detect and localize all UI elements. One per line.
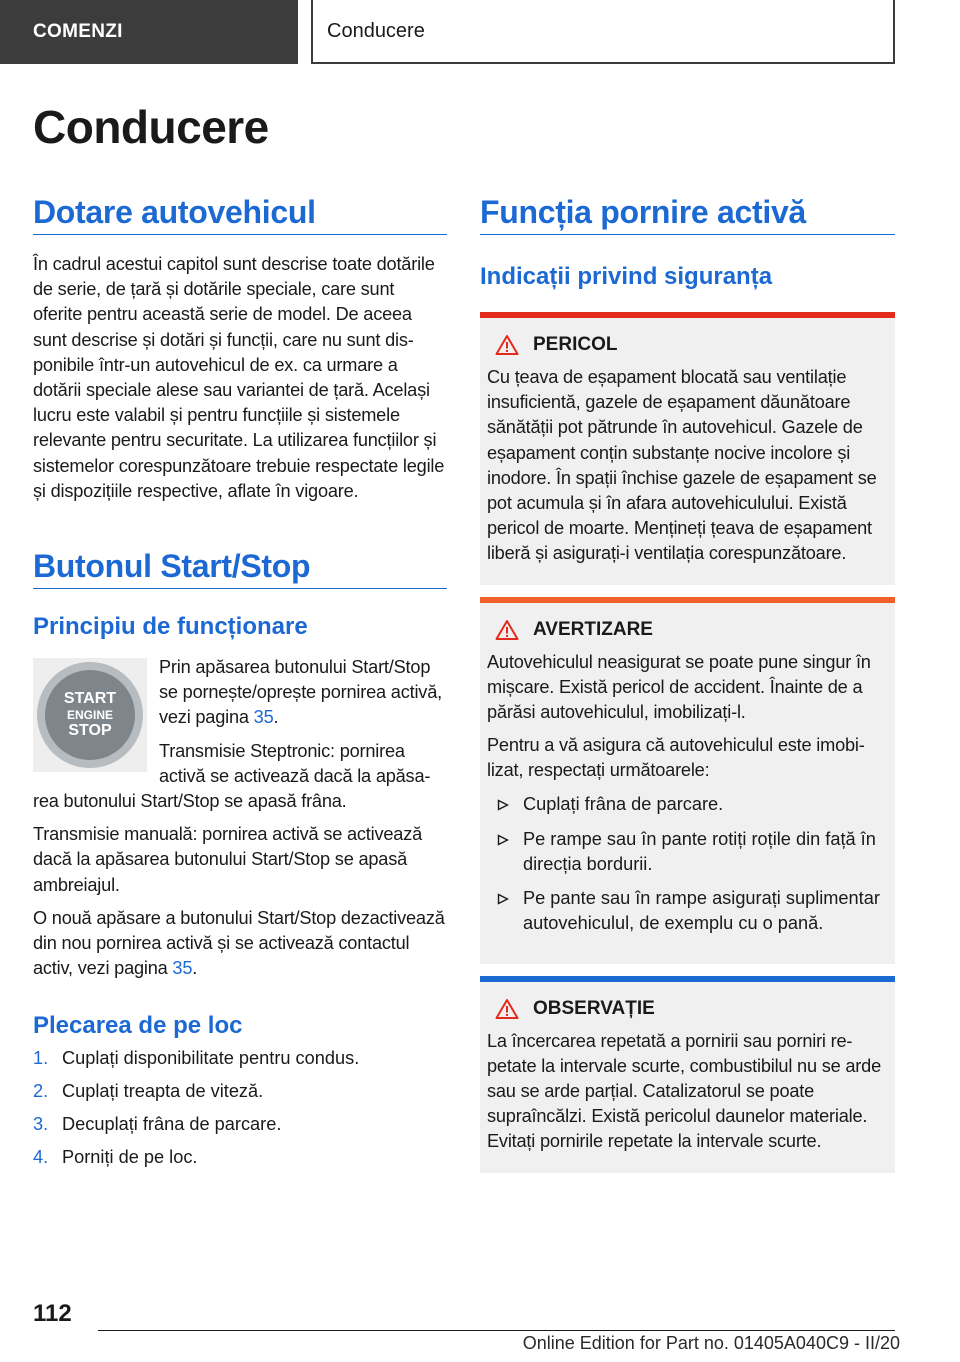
principiu-paragraph-3: Transmisie manuală: pornirea activă se activează dacă la apăsarea butonului Start/Stop se apasă ambreiajul. bbox=[33, 824, 423, 895]
observatie-label: OBSERVAȚIE bbox=[533, 997, 655, 1019]
principiu-paragraph-4 bbox=[33, 906, 447, 982]
bullet-triangle-icon bbox=[487, 827, 523, 877]
button-text-engine: ENGINE bbox=[66, 708, 113, 723]
avertizare-bar bbox=[480, 597, 895, 603]
step-item bbox=[33, 1079, 447, 1104]
principiu-p1-end: . bbox=[273, 707, 279, 728]
page-number: 112 bbox=[33, 1300, 72, 1327]
button-text-stop: STOP bbox=[68, 722, 112, 740]
step-text: Decuplați frâna de parcare. bbox=[62, 1114, 282, 1135]
avertizare-header bbox=[495, 617, 887, 643]
warning-triangle-icon bbox=[495, 619, 519, 641]
section-title-pornire-activa: Funcția pornire activă bbox=[480, 190, 895, 235]
button-face bbox=[45, 670, 135, 760]
page-link-35[interactable]: 35 bbox=[253, 707, 274, 728]
bullet-item bbox=[487, 886, 887, 936]
bullet-item bbox=[487, 827, 887, 877]
step-number: 2. bbox=[33, 1081, 49, 1102]
observatie-text: La încercarea repetată a pornirii sau porniri repetate la intervale scurte, combustibilul nu se arde sau se arde parțial. Catalizatorul se poate supraîncălzi. Există pericolul daunelor materiale. Evitați pornirile repetate la intervale scurte. bbox=[487, 1030, 881, 1152]
pericol-text: Cu țeava de eșapament blocată sau ventilație insuficientă, gazele de eșapament dăunătoare sănătății pot pătrunde în autovehicul. Gazele de eșapament conțin substanțe nocive incolore și inodore. În spații închise gazele de eșapament se pot acumula și în afara autovehiculului. Există pericol de moarte. Mențineți țeava de eșapament liberă și asigurați-i ventilația corespunzătoare. bbox=[487, 367, 877, 564]
warning-triangle-icon bbox=[495, 998, 519, 1020]
principiu-content bbox=[33, 655, 447, 981]
step-number: 3. bbox=[33, 1114, 49, 1135]
subsection-title-plecare: Plecarea de pe loc bbox=[33, 1012, 243, 1040]
observatie-bar bbox=[480, 976, 895, 982]
step-item bbox=[33, 1046, 447, 1071]
pericol-box bbox=[480, 312, 895, 585]
pericol-bar bbox=[480, 312, 895, 318]
dotare-paragraph: În cadrul acestui capitol sunt descrise toate dotările de serie, de țară și dotările speciale, care sunt oferite pentru această serie de model. De aceea sunt descrise și dotări și funcții, care nu sunt disponibile într-un autovehicul de ex. ca urmare a dotării speciale alese sau variantei de țară. Același lucru este valabil și pentru funcțiile și sistemele relevante pentru securitate. La utilizarea funcțiilor și sistemelor corespunzătoare trebuie respectate legile și dispozițiile respective, aflate în vigoare. bbox=[33, 254, 445, 501]
page-title: Conducere bbox=[33, 101, 269, 153]
avertizare-label: AVERTIZARE bbox=[533, 618, 653, 640]
bullet-item bbox=[487, 792, 887, 818]
step-item bbox=[33, 1145, 447, 1170]
footer-edition: Online Edition for Part no. 01405A040C9 - II/20 bbox=[522, 1333, 900, 1353]
principiu-paragraph-2: Transmisie Steptronic: pornirea activă se activează dacă la apăsarea butonului Start/Stop se apasă frâna. bbox=[33, 740, 431, 812]
observatie-header bbox=[495, 996, 887, 1022]
subsection-title-siguranta: Indicații privind siguranța bbox=[480, 263, 773, 290]
start-stop-button-image bbox=[33, 658, 147, 772]
bullet-text: Pe pante sau în rampe asigurați suplimentar autovehiculul, de exemplu cu o pană. bbox=[523, 888, 880, 934]
left-column bbox=[33, 190, 447, 1178]
avertizare-text-2: Pentru a vă asigura că autovehiculul este imobilizat, respectați următoarele: bbox=[487, 735, 865, 781]
warning-triangle-icon bbox=[495, 334, 519, 356]
avertizare-text-1: Autovehiculul neasigurat se poate pune singur în mișcare. Există pericol de accident. Înainte de a părăsi autovehiculul, imobilizați-l. bbox=[487, 651, 871, 723]
button-text-start: START bbox=[63, 690, 117, 708]
section-title-buton: Butonul Start/Stop bbox=[33, 544, 447, 589]
avertizare-box bbox=[480, 597, 895, 964]
header-chapter-tab bbox=[311, 0, 895, 64]
bullet-triangle-icon bbox=[487, 792, 523, 818]
step-text: Porniți de pe loc. bbox=[62, 1146, 198, 1167]
observatie-box bbox=[480, 976, 895, 1173]
step-number: 1. bbox=[33, 1048, 49, 1069]
pericol-header bbox=[495, 332, 887, 358]
principiu-p4-text: O nouă apăsare a butonului Start/Stop dezactivează din nou pornirea activă și se activează contactul activ, vezi pagina bbox=[33, 907, 445, 979]
principiu-p1-text: Prin apăsarea butonului Start/Stop se pornește/oprește pornirea activă, vezi pagina bbox=[159, 657, 442, 728]
header-section-label: COMENZI bbox=[33, 21, 123, 42]
step-item bbox=[33, 1112, 447, 1137]
page-link-35-second[interactable]: 35 bbox=[172, 958, 193, 979]
right-column bbox=[480, 190, 895, 1173]
pericol-label: PERICOL bbox=[533, 334, 618, 355]
header-section-tab bbox=[0, 0, 298, 64]
bullet-text: Cuplați frâna de parcare. bbox=[523, 793, 724, 814]
subsection-title-principiu: Principiu de funcționare bbox=[33, 613, 308, 641]
plecare-steps bbox=[33, 1046, 447, 1170]
avertizare-bullets bbox=[487, 792, 887, 937]
bullet-triangle-icon bbox=[487, 886, 523, 936]
footer-divider bbox=[98, 1330, 895, 1331]
header-chapter-label: Conducere bbox=[327, 19, 425, 42]
principiu-p4-end: . bbox=[192, 958, 198, 979]
step-number: 4. bbox=[33, 1146, 49, 1167]
step-text: Cuplați disponibilitate pentru condus. bbox=[62, 1048, 360, 1069]
section-title-dotare: Dotare autovehicul bbox=[33, 190, 447, 235]
step-text: Cuplați treapta de viteză. bbox=[62, 1081, 264, 1102]
bullet-text: Pe rampe sau în pante rotiți roțile din față în direcția bordurii. bbox=[523, 828, 876, 875]
